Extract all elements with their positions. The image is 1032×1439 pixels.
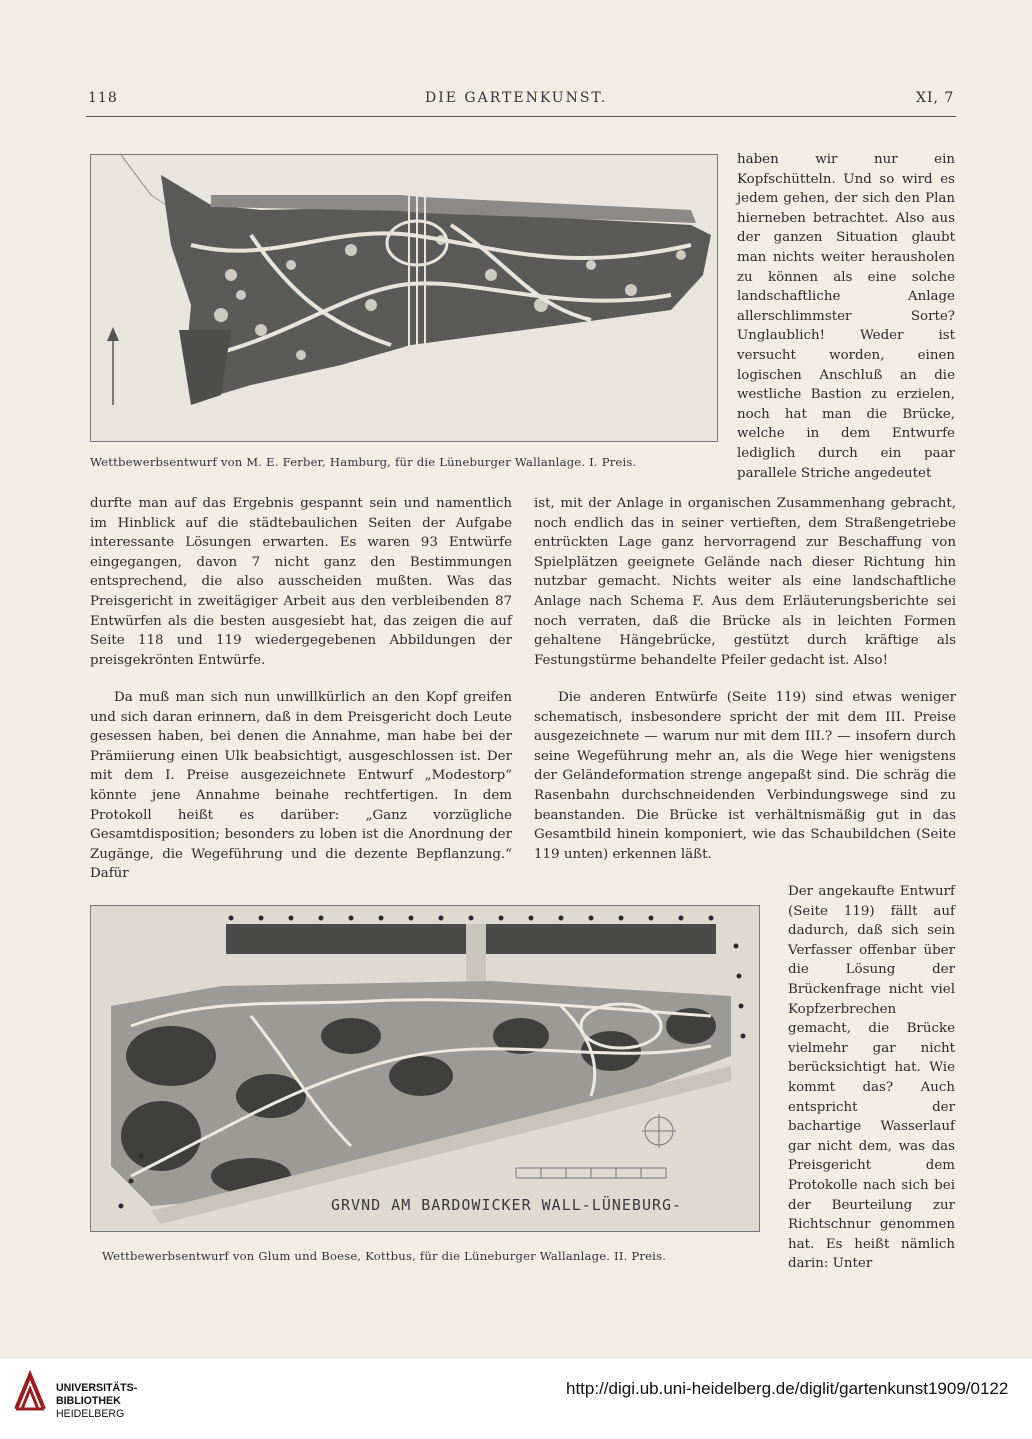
- journal-title: DIE GARTENKUNST.: [425, 90, 608, 106]
- figure1-caption: Wettbewerbsentwurf von M. E. Ferber, Hamburg, für die Lüneburger Wallanlage. I. Preis.: [90, 455, 637, 469]
- text-right-top: haben wir nur ein Kopfschütteln. Und so wird es jedem gehen, der sich den Plan hierneben betrachtet. Also aus der ganzen Situation glaubt man nichts weiter herausholen zu können als eine solche landschaftliche Anlage allerschlimmster Sorte? Unglaublich! Weder ist versucht worden, einen logischen Anschluß an die westliche Bastion zu erzielen, noch hat man die Brücke, welche in dem Entwurfe lediglich durch ein paar parallele Striche angedeutet: [737, 152, 955, 481]
- text-right-side: Der angekaufte Entwurf (Seite 119) fällt auf dadurch, daß sich sein Verfasser offenbar über die Lösung der Brückenfrage nicht viel Kopfzerbrechen gemacht, die Brücke vielmehr gar nicht berücksichtigt hat. Wie kommt das? Auch entspricht der bachartige Wasserlauf gar nicht dem, was das Preisgericht dem Protokolle nach sich bei der Beurteilung zur Richtschnur genommen hat. Es heißt nämlich darin: Unter: [788, 884, 955, 1272]
- figure2-caption: Wettbewerbsentwurf von Glum und Boese, Kottbus, für die Lüneburger Wallanlage. II. Preis.: [102, 1249, 667, 1263]
- header-rule: [86, 116, 956, 117]
- plan-title-lettering: GRVND AM BARDOWICKER WALL-LÜNEBURG-: [331, 1196, 683, 1214]
- text-left-2: Da muß man sich nun unwillkürlich an den Kopf greifen und sich daran erinnern, daß in dem Preisgericht doch Leute gesessen haben, bei denen die Annahme, man habe bei der Prämiierung einen Ulk beabsichtigt, ausgeschlossen ist. Der mit dem I. Preise ausgezeichnete Entwurf „Modestorp“ könnte jene Annahme beinahe rechtfertigen. In dem Protokoll heißt es darüber: „Ganz vorzügliche Gesamtdisposition; besonders zu loben ist die Anordnung der Zugänge, die Wegeführung und die dezente Bepflanzung.“ Dafür: [90, 690, 512, 882]
- library-name-line2: BIBLIOTHEK: [56, 1395, 121, 1407]
- plan-drawing-glum-boese: [91, 906, 759, 1231]
- library-name-line3: HEIDELBERG: [56, 1408, 125, 1420]
- university-logo-icon: [12, 1369, 48, 1415]
- footer-bar: [0, 1359, 1032, 1439]
- plan-drawing-ferber: [91, 155, 717, 441]
- text-right-2: Die anderen Entwürfe (Seite 119) sind etwas weniger schematisch, insbesondere spricht der mit dem III. Preise ausgezeichnete — warum nur mit dem III.? — insofern durch seine Wegeführung mehr an, als die Wege hier wenigstens der Geländeformation strenge angepaßt sind. Die schräg die Rasenbahn durchschneidenden Verbindungswege sind zu beanstanden. Die Brücke ist verhältnismäßig gut in das Gesamtbild hinein komponiert, wie das Schaubildchen (Seite 119 unten) erkennen läßt.: [534, 690, 956, 862]
- volume-label: XI, 7: [916, 90, 955, 106]
- library-name: [56, 1382, 137, 1421]
- text-right-1: ist, mit der Anlage in organischen Zusammenhang gebracht, noch endlich das in seiner vertieften, dem Straßengetriebe entrückten Lage ganz hervorragend zur Beschaffung von Spielplätzen geeignete Gelände nach dieser Richtung hin nutzbar gemacht. Nichts weiter als eine landschaftliche Anlage nach Schema F. Aus dem Erläuterungsberichte sei noch verraten, daß die Brücke als in leichten Formen gehaltene Hängebrücke, gestützt durch kräftige als Festungstürme behandelte Pfeiler gedacht ist. Also!: [534, 496, 956, 668]
- figure-first-prize-plan: [90, 154, 718, 442]
- page-number: 118: [88, 90, 118, 106]
- figure-second-prize-plan: [90, 905, 760, 1232]
- library-name-line1: UNIVERSITÄTS-: [56, 1382, 138, 1394]
- source-url-link[interactable]: http://digi.ub.uni-heidelberg.de/diglit/gartenkunst1909/0122: [566, 1379, 1009, 1398]
- text-left-1: durfte man auf das Ergebnis gespannt sein und namentlich im Hinblick auf die städtebaulichen Seiten der Aufgabe interessante Lösungen erwarten. Es waren 93 Entwürfe eingegangen, davon 7 nicht ganz den Bestimmungen entsprechend, die also ausscheiden mußten. Was das Preisgericht in zweitägiger Arbeit aus den verbleibenden 87 Entwürfen als die besten ausgesiebt hat, das zeigen die auf Seite 118 und 119 wiedergegebenen Abbildungen der preisgekrönten Entwürfe.: [90, 496, 512, 668]
